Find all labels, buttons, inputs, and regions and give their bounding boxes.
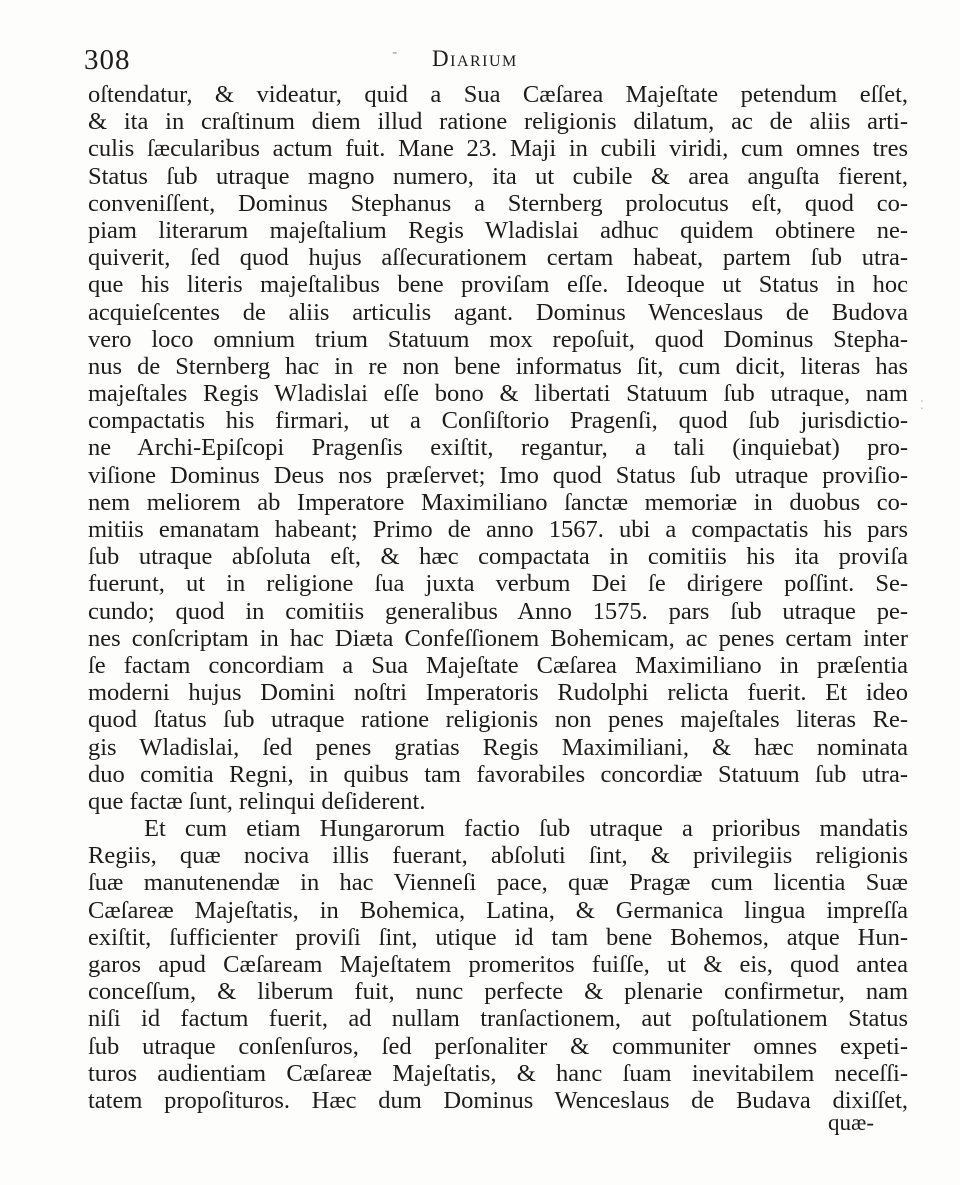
text-line: oſtendatur, & videatur, quid a Sua Cæſarea Majeſtate petendum eſſet, — [88, 81, 908, 108]
text-line: que his literis majeſtalibus bene proviſam eſſe. Ideoque ut Status in hoc — [88, 271, 908, 299]
text-line: duo comitia Regni, in quibus tam favorabiles concordiæ Statuum ſub utra- — [88, 760, 908, 788]
text-line: vero loco omnium trium Statuum mox repoſuit, quod Dominus Stepha- — [88, 325, 908, 353]
text-line: nem meliorem ab Imperatore Maximiliano ſanctæ memoriæ in duobus co- — [88, 488, 908, 516]
text-line: majeſtales Regis Wladislai eſſe bono & libertati Statuum ſub utraque, nam — [88, 380, 908, 408]
text-line: exiſtit, ſufficienter proviſi ſint, utique id tam bene Bohemos, atque Hun- — [88, 923, 908, 951]
text-line: ſuæ manutenendæ in hac Vienneſi pace, quæ Pragæ cum licentia Suæ — [88, 869, 908, 897]
running-head: Diarium — [432, 46, 518, 71]
text-line: moderni hujus Domini noſtri Imperatoris Rudolphi relicta fuerit. Et ideo — [88, 679, 908, 707]
body-text — [88, 81, 908, 1114]
text-line: ne Archi-Epiſcopi Pragenſis exiſtit, regantur, a tali (inquiebat) pro- — [88, 434, 908, 462]
margin-ink-mark: ⁚ — [920, 398, 924, 412]
text-line: quiverit, ſed quod hujus aſſecurationem certam habeat, partem ſub utra- — [88, 244, 908, 272]
text-line: cundo; quod in comitiis generalibus Anno 1575. pars ſub utraque pe- — [88, 597, 908, 625]
text-line: acquieſcentes de aliis articulis agant. Dominus Wenceslaus de Budova — [88, 298, 908, 326]
text-line: ſub utraque abſoluta eſt, & hæc compactata in comitiis his ita proviſa — [88, 543, 908, 571]
header-ornament-dash: ‐ — [392, 42, 398, 61]
text-line: gis Wladislai, ſed penes gratias Regis Maximiliani, & hæc nominata — [88, 733, 908, 761]
text-line: Et cum etiam Hungarorum factio ſub utraque a prioribus mandatis — [144, 815, 908, 843]
text-line: nus de Sternberg hac in re non bene informatus ſit, cum dicit, literas has — [88, 352, 908, 380]
text-line: compactatis his firmari, ut a Conſiſtorio Pragenſi, quod ſub jurisdictio- — [88, 407, 908, 435]
text-line: ſe factam concordiam a Sua Majeſtate Cæſarea Maximiliano in præſentia — [88, 651, 908, 679]
text-line: quod ſtatus ſub utraque ratione religionis non penes majeſtales literas Re- — [88, 706, 908, 734]
text-line: ſub utraque conſenſuros, ſed perſonaliter & communiter omnes expeti- — [88, 1032, 908, 1060]
text-line: que factæ ſunt, relinqui deſiderent. — [88, 787, 426, 815]
text-line: mitiis emanatam habeant; Primo de anno 1567. ubi a compactatis his pars — [88, 516, 908, 543]
text-line: garos apud Cæſaream Majeſtatem promeritos fuiſſe, ut & eis, quod antea — [88, 951, 908, 978]
text-line: culis ſæcularibus actum fuit. Mane 23. Maji in cubili viridi, cum omnes tres — [88, 135, 908, 163]
text-line: Cæſareæ Majeſtatis, in Bohemica, Latina, & Germanica lingua impreſſa — [88, 896, 908, 924]
text-line: conveniſſent, Dominus Stephanus a Sternberg prolocutus eſt, quod co- — [88, 189, 908, 217]
text-line: Status ſub utraque magno numero, ita ut cubile & area anguſta fierent, — [88, 162, 908, 190]
text-line: tatem propoſituros. Hæc dum Dominus Wenceslaus de Budava dixiſſet, — [88, 1086, 908, 1114]
text-line: viſione Dominus Deus nos præſervet; Imo quod Status ſub utraque proviſio- — [88, 461, 908, 489]
text-line: niſi id factum fuerit, ad nullam tranſactionem, aut poſtulationem Status — [88, 1005, 908, 1033]
text-line: fuerunt, ut in religione ſua juxta verbum Dei ſe dirigere poſſint. Se- — [88, 570, 908, 598]
paragraph-1 — [88, 81, 908, 815]
paragraph-2 — [88, 815, 908, 1114]
catchword: quæ- — [828, 1110, 874, 1135]
text-line: & ita in craſtinum diem illud ratione religionis dilatum, ac de aliis arti- — [88, 108, 908, 136]
page-header — [0, 42, 960, 78]
page-number: 308 — [84, 44, 131, 76]
text-line: nes conſcriptam in hac Diæta Confeſſionem Bohemicam, ac penes certam inter — [88, 624, 908, 652]
text-line: Regiis, quæ nociva illis fuerant, abſoluti ſint, & privilegiis religionis — [88, 842, 908, 870]
text-line: conceſſum, & liberum fuit, nunc perfecte & plenarie confirmetur, nam — [88, 978, 908, 1006]
text-line: piam literarum majeſtalium Regis Wladislai adhuc quidem obtinere ne- — [88, 216, 908, 244]
text-line: turos audientiam Cæſareæ Majeſtatis, & hanc ſuam inevitabilem neceſſi- — [88, 1059, 908, 1087]
